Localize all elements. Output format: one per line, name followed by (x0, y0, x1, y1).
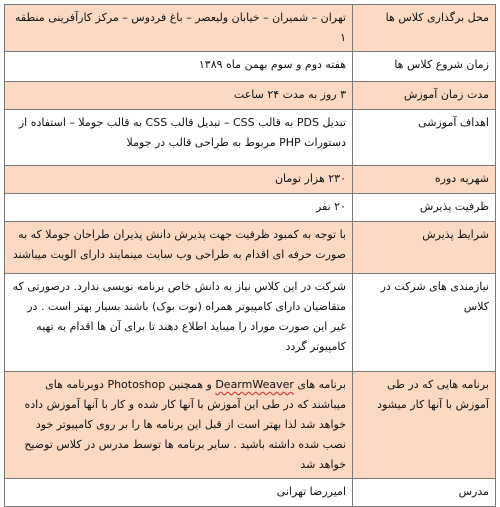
row-label: شهریه دوره (353, 166, 496, 194)
row-value: امیررضا تهرانی (5, 479, 353, 507)
row-start-time (5, 52, 496, 82)
row-admission (5, 222, 496, 274)
row-label: برنامه هایی که در طی آموزش با آنها کار میشود (353, 372, 496, 479)
row-location (5, 5, 496, 52)
row-value: تهران – شمیران – خیابان ولیعصر – باغ فردوس – مرکز کارآفرینی منطقه ۱ (5, 5, 353, 52)
row-instructor (5, 479, 496, 507)
row-duration (5, 82, 496, 110)
spellcheck-word: DearmWeaver (215, 378, 294, 391)
row-value: ۲۳۰ هزار تومان (5, 166, 353, 194)
row-software (5, 372, 496, 479)
row-value: با توجه به کمبود ظرفیت جهت پذیرش دانش پذیران طراحان جوملا که به صورت حرفه ای اقدام به طراحی وب سایت مینمایند دارای الویت میباشند (5, 222, 353, 274)
row-label: نیازمندی های شرکت در کلاس (353, 274, 496, 372)
row-label: محل برگذاری کلاس ها (353, 5, 496, 52)
row-goals (5, 110, 496, 166)
row-value: تبدیل PDS به قالب CSS – تبدیل قالب CSS به قالب جوملا – استفاده از دستورات PHP مربوط به طراحی قالب در جوملا (5, 110, 353, 166)
row-label: شرایط پذیرش (353, 222, 496, 274)
row-requirements (5, 274, 496, 372)
value-text: برنامه های (293, 378, 346, 391)
course-info-table (4, 4, 496, 507)
row-fee (5, 166, 496, 194)
row-label: مدرس (353, 479, 496, 507)
row-value (5, 372, 353, 479)
value-text: و همچنین Photoshop دوبرنامه های میباشند که در طی این آموزش با آنها کار شده و کار با آنها آموزش داده خواهد شد لذا بهتر است از قبل این برنامه ها را بر روی کامپیوتر خود نصب شده داشته باشید . سایر برنامه ها توسط مدرس در کلاس توضیح خواهد شد (24, 378, 346, 471)
row-label: مدت زمان آموزش (353, 82, 496, 110)
row-label: ظرفیت پذیرش (353, 194, 496, 222)
row-value: هفته دوم و سوم بهمن ماه ۱۳۸۹ (5, 52, 353, 82)
row-value: ۳ روز به مدت ۲۴ ساعت (5, 82, 353, 110)
row-value: ۲۰ نفر (5, 194, 353, 222)
row-label: اهداف آموزشی (353, 110, 496, 166)
row-value: شرکت در این کلاس نیاز به دانش خاص برنامه نویسی ندارد. درصورتی که متقاضیان دارای کامپیوتر همراه (نوت بوک) باشند بسیار بهتر است . در غیر این صورت موراد را میباید اطلاع دهند تا برای آن ها اقدام به تهیه کامپیوتر گردد (5, 274, 353, 372)
row-capacity (5, 194, 496, 222)
row-label: زمان شروع کلاس ها (353, 52, 496, 82)
